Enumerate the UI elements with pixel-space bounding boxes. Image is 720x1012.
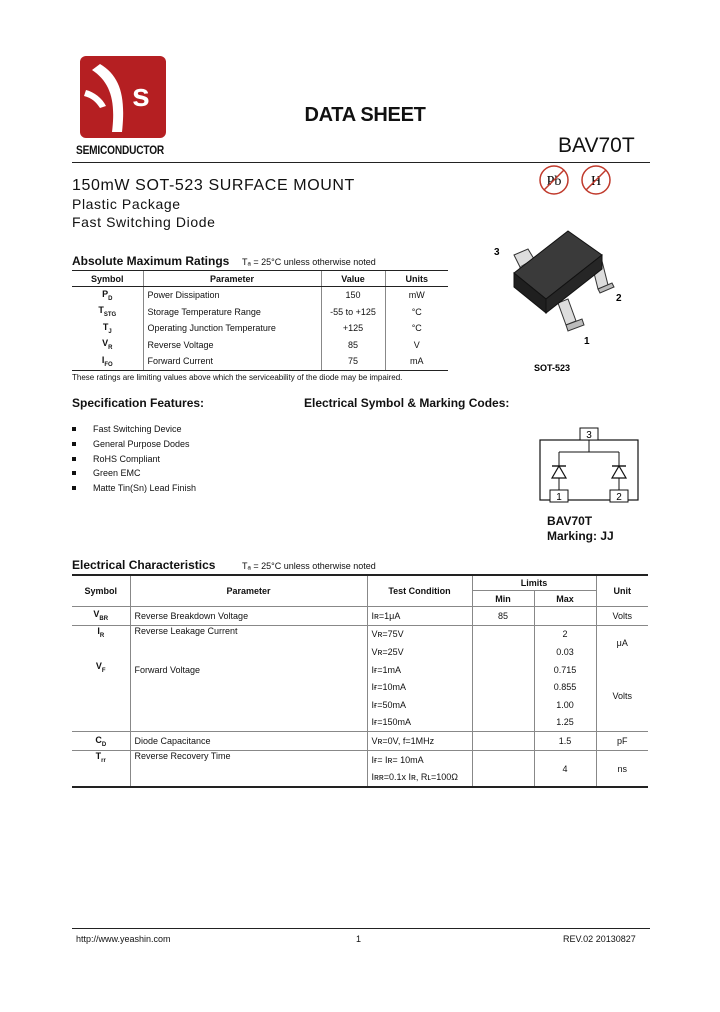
table-row: $P_D$ Power Dissipation 150 mW: [72, 287, 448, 304]
pin-3-label: 3: [494, 247, 500, 258]
abs-max-footnote: These ratings are limiting values above which the serviceability of the diode may be impaired.: [72, 373, 403, 382]
table-row: $V_{BR}$ Reverse Breakdown Voltage Iʀ=1μA 85 Volts: [72, 607, 648, 626]
svg-text:s: s: [132, 77, 150, 113]
abs-max-condition: Tₐ = 25°C unless otherwise noted: [242, 257, 376, 267]
elec-char-title: Electrical Characteristics: [72, 558, 216, 572]
list-item: General Purpose Dodes: [72, 439, 196, 454]
table-row: $T_{rr}$ Reverse Recovery Time Iғ= Iʀ= 10mA 4 ns: [72, 750, 648, 768]
table-row: $V_R$ Reverse Voltage 85 V: [72, 337, 448, 354]
package-label: SOT-523: [534, 363, 571, 373]
pb-badge-text: Pb: [546, 174, 562, 189]
part-number: BAV70T: [558, 134, 635, 157]
diode-2-icon: [612, 466, 626, 478]
table-row: $T_{STG}$ Storage Temperature Range -55 to +125 °C: [72, 304, 448, 321]
footer-divider: [72, 928, 650, 929]
list-item: Fast Switching Device: [72, 424, 196, 439]
spec-features-list: [72, 424, 196, 498]
col-limits: Limits: [472, 575, 596, 591]
page-number: 1: [356, 934, 362, 944]
table-row: $I_R$ Reverse Leakage Current Vʀ=75V 2 μA: [72, 625, 648, 643]
table-bottom-rule: [522, 786, 648, 788]
product-line-1: 150mW SOT-523 SURFACE MOUNT: [72, 177, 355, 194]
abs-max-title: Absolute Maximum Ratings: [72, 254, 230, 268]
list-item: Green EMC: [72, 468, 196, 483]
product-line-2: Plastic Package: [72, 196, 181, 212]
abs-max-table: [72, 270, 448, 371]
col-value: Value: [321, 271, 385, 287]
table-row: Vʀ=25V 0.03: [72, 643, 648, 661]
col-test-condition: Test Condition: [367, 575, 472, 607]
list-item: RoHS Compliant: [72, 454, 196, 469]
diode-1-icon: [552, 466, 566, 478]
col-parameter: Parameter: [143, 271, 321, 287]
marking-code: Marking: JJ: [547, 529, 614, 543]
revision: REV.02 20130827: [563, 934, 636, 944]
electrical-symbol-diagram: [538, 426, 642, 506]
table-row: $C_D$ Diode Capacitance Vʀ=0V, f=1MHz 1.5 pF: [72, 732, 648, 751]
elec-char-table: [72, 574, 648, 788]
table-row: $I_{FO}$ Forward Current 75 mA: [72, 353, 448, 370]
pin-1-label: 1: [584, 336, 590, 347]
col-unit: Unit: [596, 575, 648, 607]
table-row: Iғ=10mA 0.855: [72, 678, 648, 696]
table-row: $T_J$ Operating Junction Temperature +125 °C: [72, 320, 448, 337]
list-item: Matte Tin(Sn) Lead Finish: [72, 483, 196, 498]
symbol-pin-1: 1: [556, 492, 562, 503]
col-parameter: Parameter: [130, 575, 367, 607]
sot523-package-drawing: [490, 215, 640, 375]
table-row: Iʀʀ=0.1x Iʀ, Rʟ=100Ω: [72, 768, 648, 787]
product-line-3: Fast Switching Diode: [72, 214, 216, 230]
compliance-badges: [538, 164, 618, 196]
doc-title: DATA SHEET: [304, 104, 426, 126]
table-row: Iғ=50mA 1.00: [72, 696, 648, 714]
elec-char-condition: Tₐ = 25°C unless otherwise noted: [242, 561, 376, 571]
col-max: Max: [534, 591, 596, 607]
symbol-pin-2: 2: [616, 492, 622, 503]
header-divider: [72, 162, 650, 163]
symbol-part-number: BAV70T: [547, 514, 593, 528]
symbol-section-title: Electrical Symbol & Marking Codes:: [304, 396, 510, 410]
footer-url[interactable]: http://www.yeashin.com: [76, 934, 171, 944]
spec-features-title: Specification Features:: [72, 396, 205, 410]
col-min: Min: [472, 591, 534, 607]
symbol-pin-3: 3: [586, 430, 592, 441]
pin-2-label: 2: [616, 293, 622, 304]
table-row: $V_F$ Forward Voltage Iғ=1mA 0.715 Volts: [72, 661, 648, 679]
col-symbol: Symbol: [72, 271, 143, 287]
table-header-row: [72, 271, 448, 287]
col-units: Units: [385, 271, 448, 287]
h-badge-text: H: [590, 174, 602, 189]
col-symbol: Symbol: [72, 575, 130, 607]
company-subtitle: SEMICONDUCTOR: [76, 145, 165, 157]
table-row: Iғ=150mA 1.25: [72, 714, 648, 732]
